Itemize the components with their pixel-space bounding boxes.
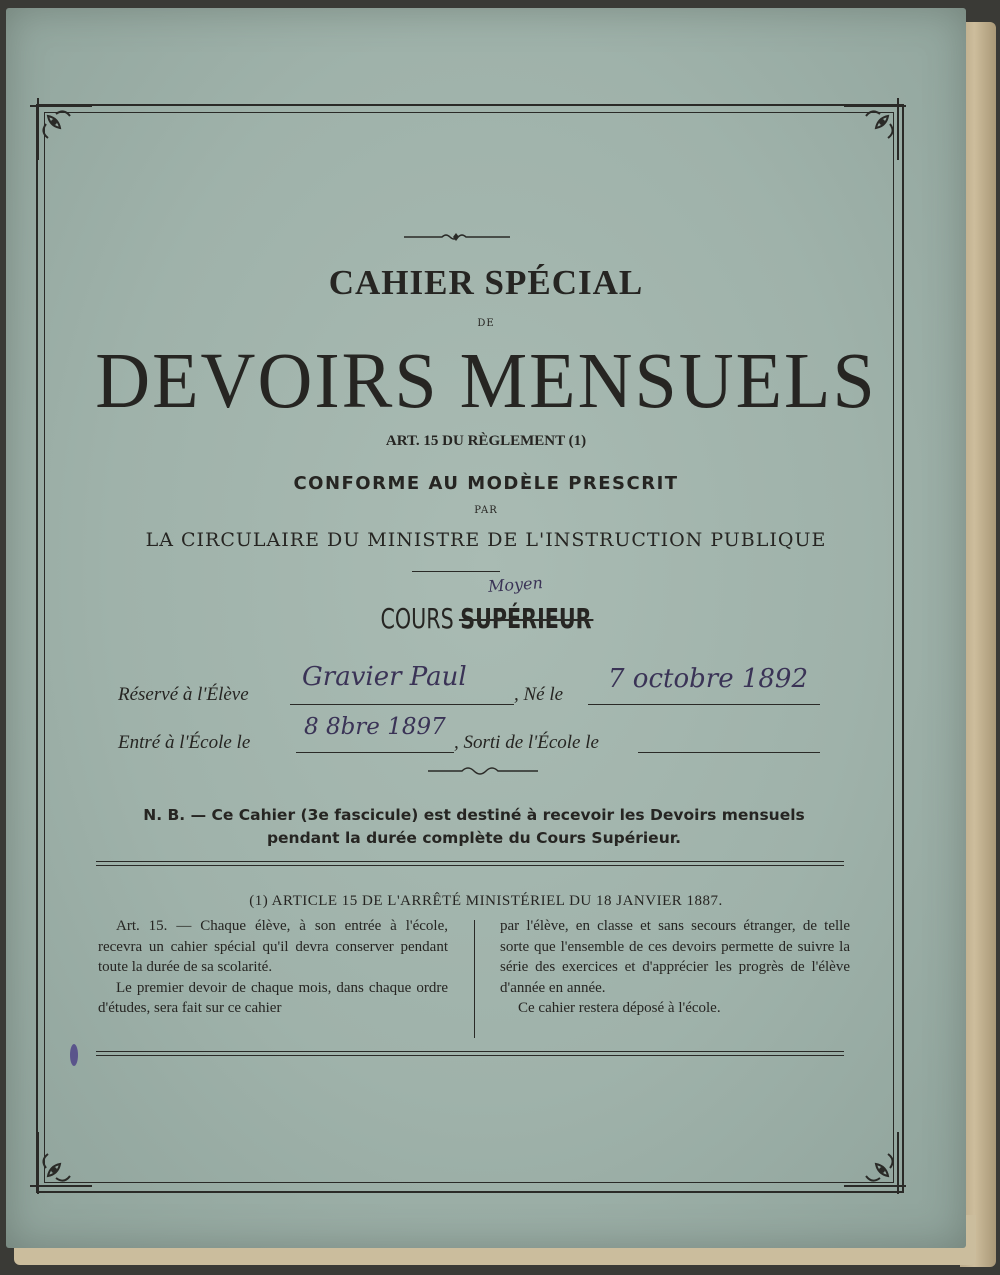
footnote-right-p2: Ce cahier restera déposé à l'école. bbox=[518, 1000, 721, 1016]
cover-title-line2: DEVOIRS MENSUELS bbox=[95, 336, 877, 426]
footnote-left-p1: Art. 15. — Chaque élève, à son entrée à l'école, recevra un cahier spécial qu'il devra conserver pendant toute la durée de sa scolarité. bbox=[98, 918, 448, 975]
circulaire-line: LA CIRCULAIRE DU MINISTRE DE L'INSTRUCTION PUBLIQUE bbox=[145, 529, 827, 551]
article-reference: ART. 15 DU RÈGLEMENT (1) bbox=[385, 433, 587, 449]
sorti-label: , Sorti de l'École le bbox=[454, 732, 599, 753]
cours-handwritten-correction: Moyen bbox=[487, 573, 544, 596]
eleve-label: Réservé à l'Élève bbox=[118, 684, 249, 705]
corner-ornament-icon bbox=[840, 1128, 910, 1198]
footnote-right-column bbox=[500, 916, 850, 1019]
corner-ornament-icon bbox=[26, 94, 96, 164]
double-rule-bottom bbox=[96, 1051, 844, 1056]
column-separator bbox=[474, 920, 475, 1038]
nota-bene-line2: pendant la durée complète du Cours Supérieur. bbox=[266, 829, 682, 847]
sorti-field bbox=[638, 726, 820, 753]
cours-struck-level: SUPÉRIEUR bbox=[460, 602, 592, 635]
cours-line bbox=[92, 602, 879, 635]
flourish-divider-icon bbox=[402, 230, 512, 244]
eleve-field bbox=[290, 662, 514, 705]
cover-de: DE bbox=[477, 318, 495, 329]
entre-label: Entré à l'École le bbox=[118, 732, 251, 753]
corner-ornament-icon bbox=[26, 1128, 96, 1198]
footnote-left-column bbox=[98, 916, 448, 1019]
corner-ornament-icon bbox=[840, 94, 910, 164]
conforme-heading: CONFORME AU MODÈLE PRESCRIT bbox=[293, 473, 679, 494]
nota-bene-line1: N. B. — Ce Cahier (3e fascicule) est destiné à recevoir les Devoirs mensuels bbox=[143, 806, 805, 824]
cours-label: COURS bbox=[380, 602, 454, 635]
double-rule-top bbox=[96, 861, 844, 866]
par-label: PAR bbox=[474, 505, 498, 516]
nota-bene bbox=[94, 804, 854, 850]
ink-stain bbox=[70, 1044, 78, 1066]
ne-field bbox=[588, 664, 820, 705]
entre-handwritten: 8 8bre 1897 bbox=[304, 714, 446, 740]
ne-handwritten: 7 octobre 1892 bbox=[608, 664, 809, 694]
footnote-left-p2: Le premier devoir de chaque mois, dans chaque ordre d'études, sera fait sur ce cahier bbox=[98, 979, 448, 1016]
ne-label: , Né le bbox=[514, 684, 564, 705]
footnote-title: (1) ARTICLE 15 DE L'ARRÊTÉ MINISTÉRIEL DU 18 JANVIER 1887. bbox=[249, 893, 723, 909]
entre-field bbox=[296, 714, 454, 753]
cover-title-line1: CAHIER SPÉCIAL bbox=[328, 263, 644, 302]
footnote-right-p1: par l'élève, en classe et sans secours étranger, de telle sorte que l'ensemble de ces devoirs permette de suivre la série des exercices et d'apprécier les progrès de l'élève d'année en année. bbox=[500, 918, 850, 996]
flourish-divider-icon bbox=[426, 764, 540, 778]
short-divider bbox=[412, 571, 500, 572]
notebook-cover bbox=[6, 8, 966, 1248]
eleve-handwritten: Gravier Paul bbox=[302, 662, 467, 692]
